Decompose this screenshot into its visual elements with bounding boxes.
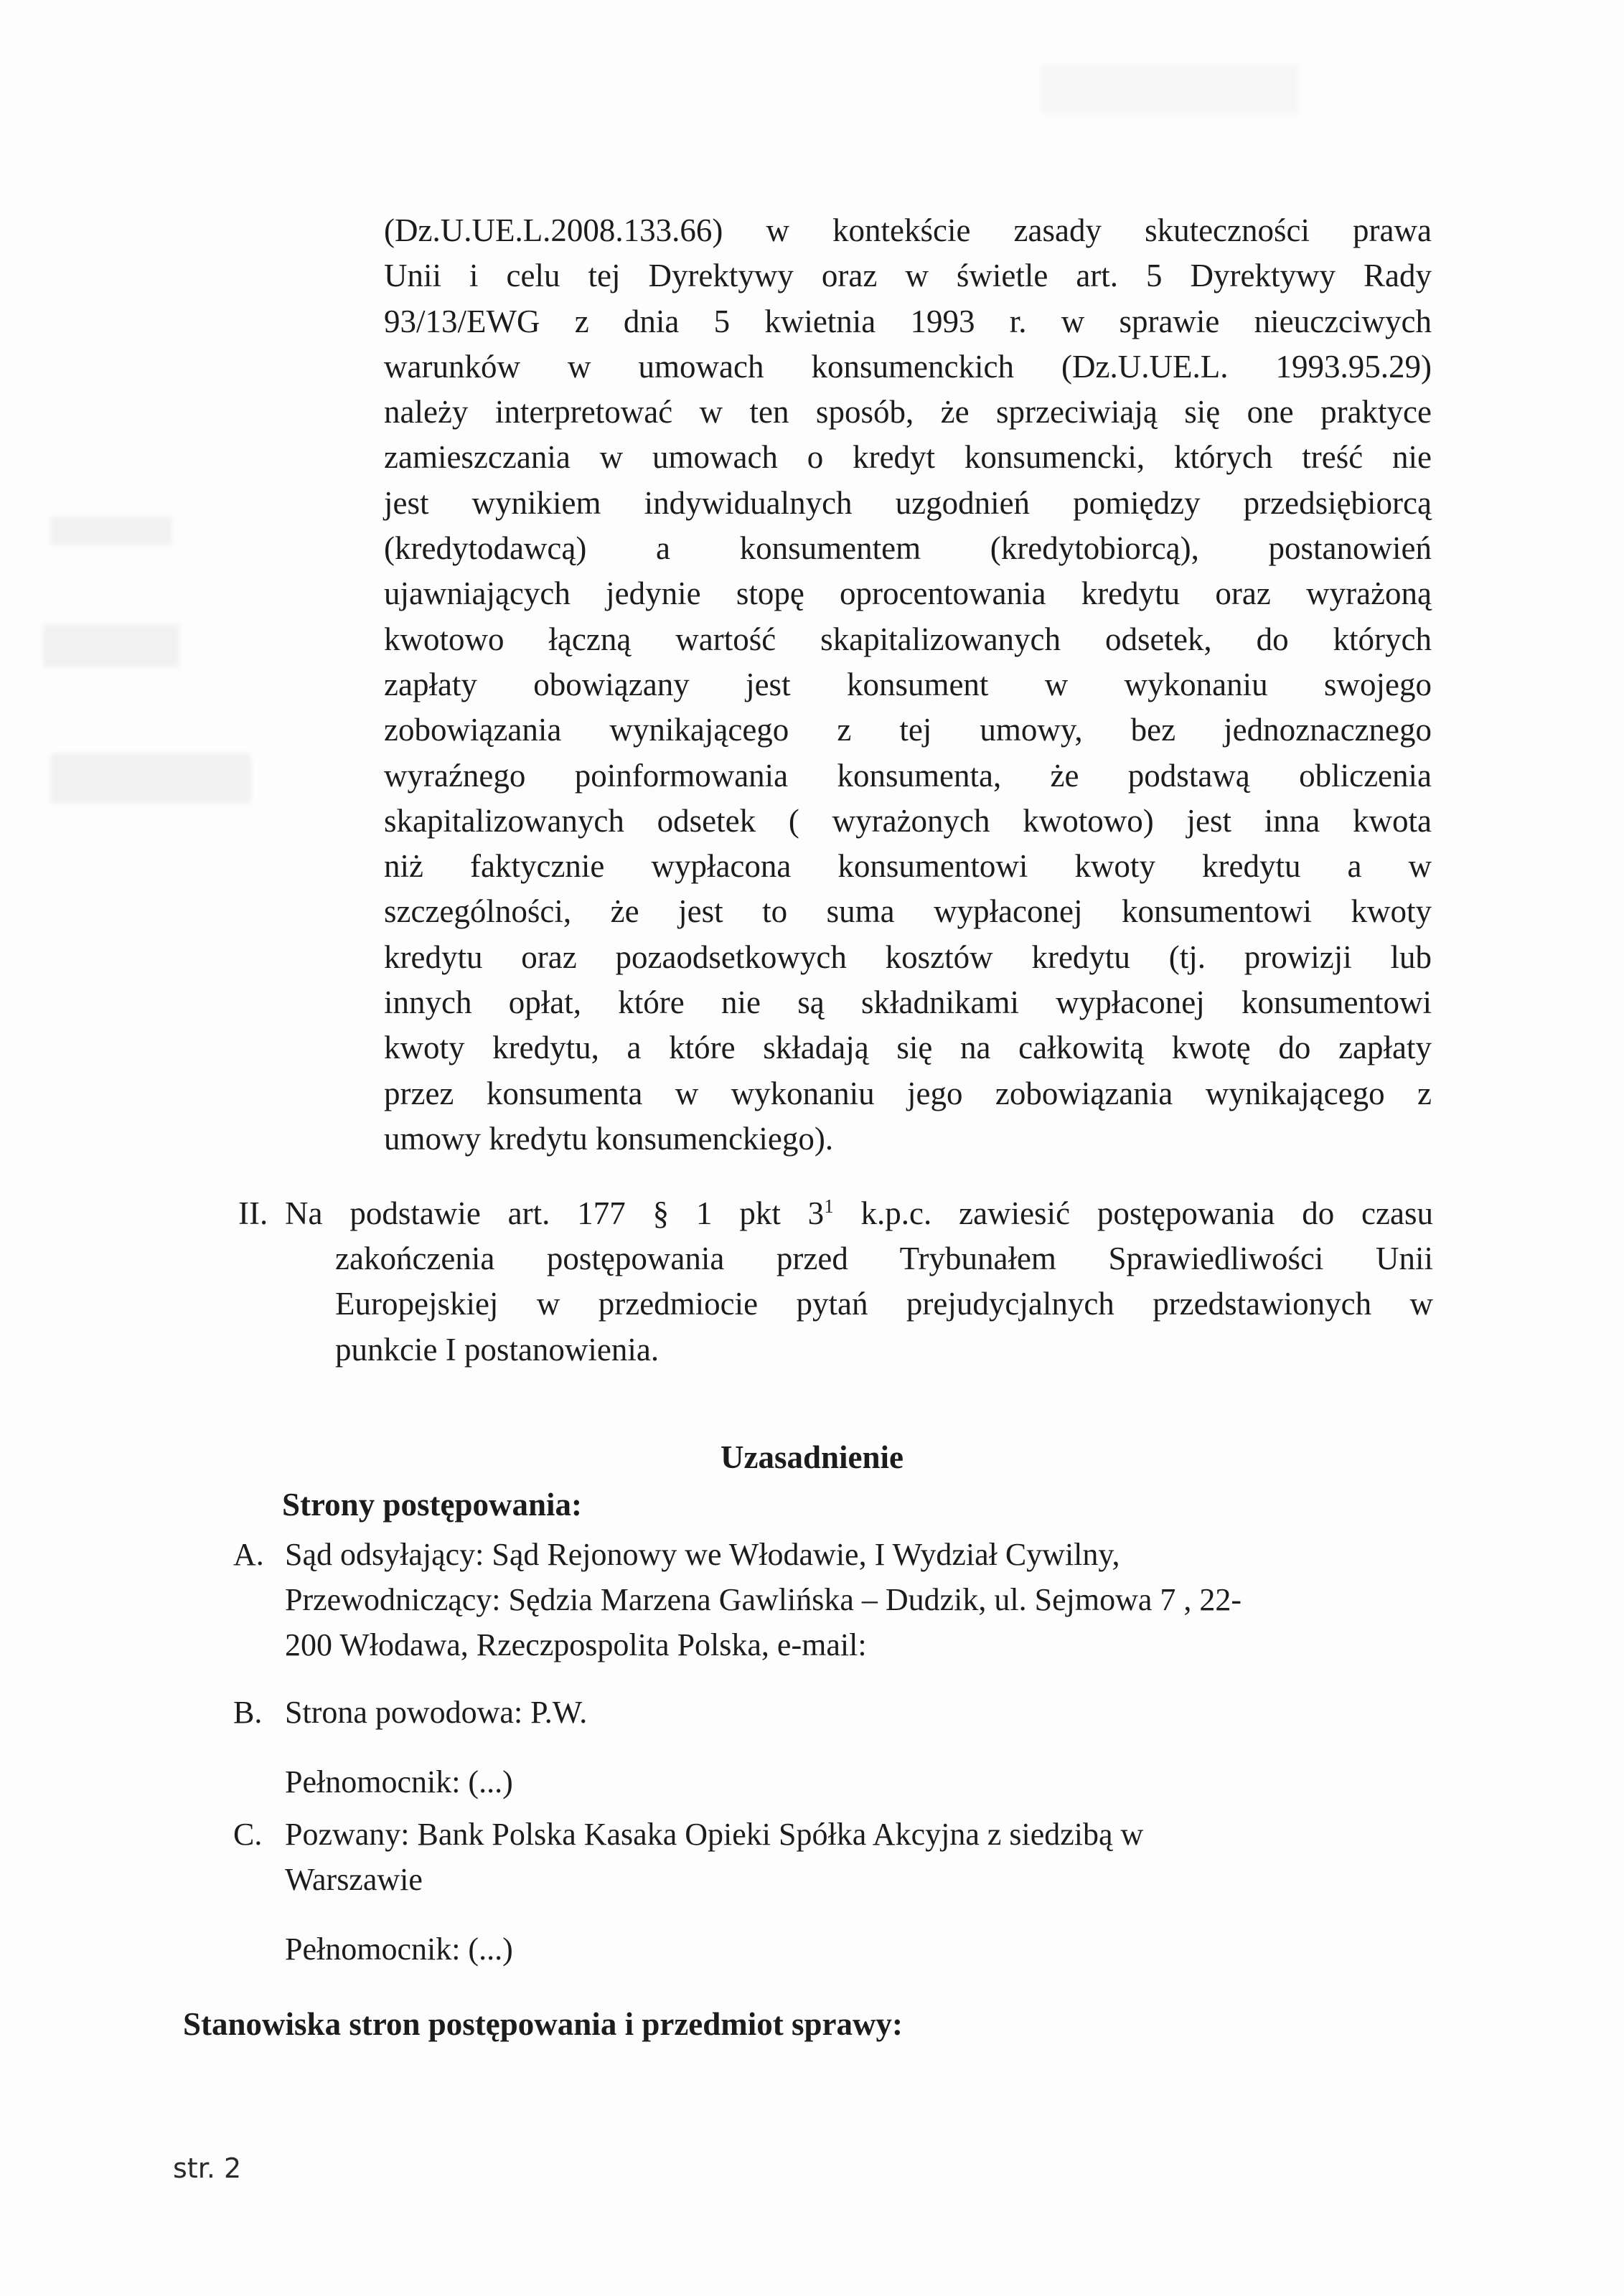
paragraph-line: zapłaty obowiązany jest konsument w wykonaniu swojego — [384, 666, 1432, 702]
scan-artifact — [50, 517, 172, 545]
scan-artifact — [1041, 65, 1299, 115]
item-ii-line: punkcie I postanowienia. — [335, 1331, 660, 1368]
party-line: Strona powodowa: P.W. — [285, 1695, 588, 1730]
item-ii-line: zakończenia postępowania przed Trybunałem Sprawiedliwości Unii — [335, 1241, 1433, 1276]
paragraph-line: 93/13/EWG z dnia 5 kwietnia 1993 r. w sprawie nieuczciwych — [384, 303, 1432, 339]
uzasadnienie-heading: Uzasadnienie — [720, 1439, 903, 1475]
strony-heading: Strony postępowania: — [282, 1487, 582, 1523]
item-ii-first-line: Na podstawie art. 177 § 1 pkt $3^1$ k.p.c. zawiesić postępowania do czasu — [285, 1195, 1433, 1231]
party-line: Przewodniczący: Sędzia Marzena Gawlińska – Dudzik, ul. Sejmowa 7 , 22- — [285, 1582, 1242, 1617]
paragraph-line: ujawniających jedynie stopę oprocentowania kredytu oraz wyrażoną — [384, 575, 1432, 612]
paragraph-line: wyraźnego poinformowania konsumenta, że podstawą obliczenia — [384, 757, 1432, 794]
paragraph-line: niż faktycznie wypłacona konsumentowi kwoty kredytu a w — [384, 848, 1432, 885]
section-title: Stanowiska stron postępowania i przedmiot sprawy: — [183, 2006, 903, 2042]
paragraph-line: skapitalizowanych odsetek ( wyrażonych kwotowo) jest inna kwota — [384, 802, 1432, 839]
paragraph-line: kwotowo łączną wartość skapitalizowanych odsetek, do których — [384, 621, 1432, 657]
party-line: Sąd odsyłający: Sąd Rejonowy we Włodawie, I Wydział Cywilny, — [285, 1537, 1120, 1572]
party-line: 200 Włodawa, Rzeczpospolita Polska, e-mail: — [285, 1627, 867, 1662]
paragraph-line: zamieszczania w umowach o kredyt konsumencki, których treść nie — [384, 439, 1432, 476]
party-line: Pełnomocnik: (...) — [285, 1932, 513, 1967]
paragraph-line: (Dz.U.UE.L.2008.133.66) w kontekście zasady skuteczności prawa — [384, 212, 1432, 248]
party-line: Pozwany: Bank Polska Kasaka Opieki Spółka Akcyjna z siedzibą w — [285, 1817, 1144, 1852]
paragraph-line: innych opłat, które nie są składnikami wypłaconej konsumentowi — [384, 984, 1432, 1021]
party-line: Pełnomocnik: (...) — [285, 1764, 513, 1799]
item-ii-marker: II. — [238, 1195, 268, 1231]
paragraph-line: warunków w umowach konsumenckich (Dz.U.UE.L. 1993.95.29) — [384, 348, 1432, 385]
paragraph-line: Unii i celu tej Dyrektywy oraz w świetle art. 5 Dyrektywy Rady — [384, 258, 1432, 294]
scan-artifact — [43, 624, 179, 667]
paragraph-line: kredytu oraz pozaodsetkowych kosztów kredytu (tj. prowizji lub — [384, 938, 1432, 975]
paragraph-line: umowy kredytu konsumenckiego). — [384, 1120, 834, 1157]
paragraph-line: jest wynikiem indywidualnych uzgodnień pomiędzy przedsiębiorcą — [384, 484, 1432, 521]
party-marker: C. — [233, 1817, 263, 1852]
party-marker: B. — [233, 1695, 263, 1730]
paragraph-line: należy interpretować w ten sposób, że sprzeciwiają się one praktyce — [384, 394, 1432, 430]
paragraph-line: zobowiązania wynikającego z tej umowy, bez jednoznacznego — [384, 712, 1432, 748]
continuation-paragraph — [384, 208, 1432, 1162]
paragraph-line: przez konsumenta w wykonaniu jego zobowiązania wynikającego z — [384, 1075, 1432, 1111]
paragraph-line: (kredytodawcą) a konsumentem (kredytobiorcą), postanowień — [384, 530, 1432, 567]
page-number: str. 2 — [173, 2152, 242, 2184]
party-line: Warszawie — [285, 1862, 423, 1897]
paragraph-line: kwoty kredytu, a które składają się na całkowitą kwotę do zapłaty — [384, 1030, 1432, 1066]
scan-artifact — [50, 753, 251, 804]
party-marker: A. — [233, 1537, 264, 1572]
item-ii-line: Europejskiej w przedmiocie pytań prejudycjalnych przedstawionych w — [335, 1286, 1433, 1322]
paragraph-line: szczególności, że jest to suma wypłaconej konsumentowi kwoty — [384, 893, 1432, 930]
item-ii-continuation — [335, 1236, 1433, 1373]
